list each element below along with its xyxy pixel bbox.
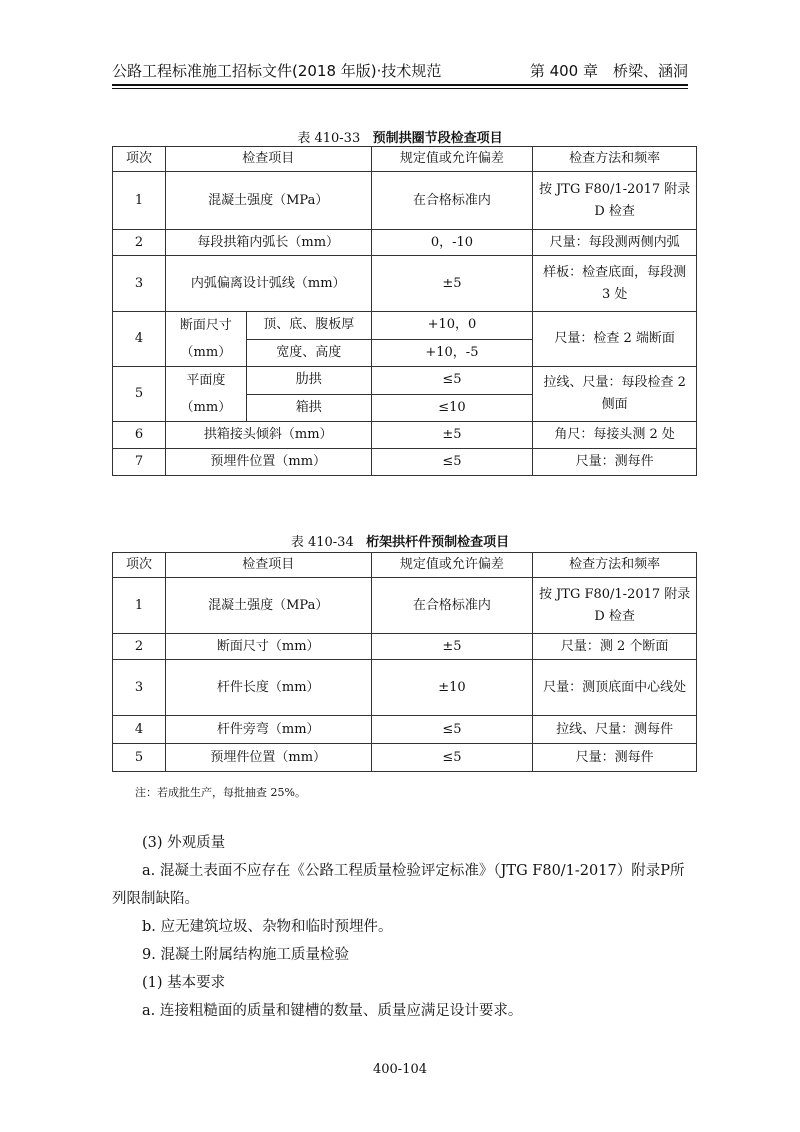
cell-subitem: 顶、底、腹板厚: [246, 312, 371, 340]
cell-item: 杆件旁弯（mm）: [165, 716, 371, 744]
cell-item: 混凝土强度（MPa）: [165, 172, 371, 230]
cell-value: ±5: [371, 422, 533, 449]
table2-header-method: 检查方法和频率: [533, 553, 697, 578]
cell-no: 3: [113, 660, 166, 716]
cell-method: 样板：检查底面，每段测 3 处: [533, 256, 697, 312]
cell-value: ≤5: [371, 449, 533, 476]
table2-note: 注：若成批生产，每批抽查 25%。: [135, 786, 306, 799]
running-header-title: 公路工程标准施工招标文件(2018 年版)·技术规范: [112, 62, 442, 80]
table2-header-value: 规定值或允许偏差: [371, 553, 533, 578]
cell-item: 预埋件位置（mm）: [165, 744, 371, 772]
cell-no: 4: [113, 312, 166, 367]
cell-value: +10，-5: [371, 339, 533, 367]
cell-value: ±5: [371, 256, 533, 312]
cell-method: 按 JTG F80/1-2017 附录 D 检查: [533, 172, 697, 230]
cell-method: 拉线、尺量：每段检查 2 侧面: [533, 367, 697, 422]
cell-no: 2: [113, 634, 166, 660]
cell-method: 按 JTG F80/1-2017 附录 D 检查: [533, 578, 697, 634]
cell-value: ≤10: [371, 394, 533, 422]
table1-header-row: [113, 147, 697, 172]
table2-caption-title: 桁架拱杆件预制检查项目: [366, 535, 510, 550]
table-row: [113, 422, 697, 449]
cell-group: 平面度（mm）: [165, 367, 246, 422]
cell-no: 5: [113, 744, 166, 772]
cell-subitem: 箱拱: [246, 394, 371, 422]
table1: [112, 146, 697, 476]
table1-header-no: 项次: [113, 147, 166, 172]
cell-value: 在合格标准内: [371, 172, 533, 230]
cell-value: +10，0: [371, 312, 533, 340]
paragraph-rough-surface: a. 连接粗糙面的质量和键槽的数量、质量应满足设计要求。: [142, 1003, 523, 1019]
table2-caption-number: 表 410-34: [290, 535, 354, 550]
paragraph-defects: a. 混凝土表面不应存在《公路工程质量检验评定标准》（JTG F80/1-2017）附录P所列限制缺陷。: [112, 863, 685, 907]
cell-no: 3: [113, 256, 166, 312]
cell-no: 5: [113, 367, 166, 422]
table-row: [113, 367, 697, 395]
cell-no: 4: [113, 716, 166, 744]
table1-caption-number: 表 410-33: [297, 131, 361, 146]
table1-header-method: 检查方法和频率: [533, 147, 697, 172]
header-rule: [112, 84, 688, 86]
cell-method: 角尺：每接头测 2 处: [533, 422, 697, 449]
paragraph-no-debris: b. 应无建筑垃圾、杂物和临时预埋件。: [142, 919, 393, 935]
table2: [112, 552, 697, 772]
cell-method: 尺量：测每件: [533, 449, 697, 476]
table-row: [113, 744, 697, 772]
table2-caption: [0, 531, 800, 550]
table-row: [113, 256, 697, 312]
paragraph-appearance-heading: (3) 外观质量: [142, 835, 226, 851]
page-number: 400-104: [372, 1062, 428, 1077]
table-row: [113, 230, 697, 256]
cell-method: 尺量：检查 2 端断面: [533, 312, 697, 367]
cell-method: 尺量：测每件: [533, 744, 697, 772]
cell-value: ≤5: [371, 716, 533, 744]
cell-group: 断面尺寸（mm）: [165, 312, 246, 367]
cell-value: ±5: [371, 634, 533, 660]
cell-no: 1: [113, 578, 166, 634]
table1-caption-title: 预制拱圈节段检查项目: [372, 131, 503, 146]
cell-item: 杆件长度（mm）: [165, 660, 371, 716]
table1-header-value: 规定值或允许偏差: [371, 147, 533, 172]
cell-value: 0，-10: [371, 230, 533, 256]
cell-item: 拱箱接头倾斜（mm）: [165, 422, 371, 449]
cell-no: 6: [113, 422, 166, 449]
table2-header-item: 检查项目: [165, 553, 371, 578]
cell-method: 拉线、尺量：测每件: [533, 716, 697, 744]
cell-item: 混凝土强度（MPa）: [165, 578, 371, 634]
cell-item: 预埋件位置（mm）: [165, 449, 371, 476]
section-heading-9: 9. 混凝土附属结构施工质量检验: [142, 947, 349, 963]
cell-value: 在合格标准内: [371, 578, 533, 634]
cell-value: ≤5: [371, 367, 533, 395]
header-rule-thin: [112, 88, 688, 89]
cell-subitem: 肋拱: [246, 367, 371, 395]
table2-header-row: [113, 553, 697, 578]
cell-item: 内弧偏离设计弧线（mm）: [165, 256, 371, 312]
table-row: [113, 634, 697, 660]
cell-method: 尺量：测顶底面中心线处: [533, 660, 697, 716]
cell-item: 断面尺寸（mm）: [165, 634, 371, 660]
table-row: [113, 449, 697, 476]
cell-value: ±10: [371, 660, 533, 716]
table1-header-item: 检查项目: [165, 147, 371, 172]
cell-subitem: 宽度、高度: [246, 339, 371, 367]
table1-caption: [0, 127, 800, 146]
cell-no: 7: [113, 449, 166, 476]
cell-value: ≤5: [371, 744, 533, 772]
cell-item: 每段拱箱内弧长（mm）: [165, 230, 371, 256]
cell-no: 2: [113, 230, 166, 256]
table-row: [113, 660, 697, 716]
paragraph-basic-requirements: (1) 基本要求: [142, 975, 226, 991]
table2-header-no: 项次: [113, 553, 166, 578]
table-row: [113, 578, 697, 634]
cell-method: 尺量：测 2 个断面: [533, 634, 697, 660]
table-row: [113, 312, 697, 340]
table-row: [113, 716, 697, 744]
cell-method: 尺量：每段测两侧内弧: [533, 230, 697, 256]
table-row: [113, 172, 697, 230]
running-header-chapter: 第 400 章 桥梁、涵洞: [529, 62, 688, 80]
cell-no: 1: [113, 172, 166, 230]
